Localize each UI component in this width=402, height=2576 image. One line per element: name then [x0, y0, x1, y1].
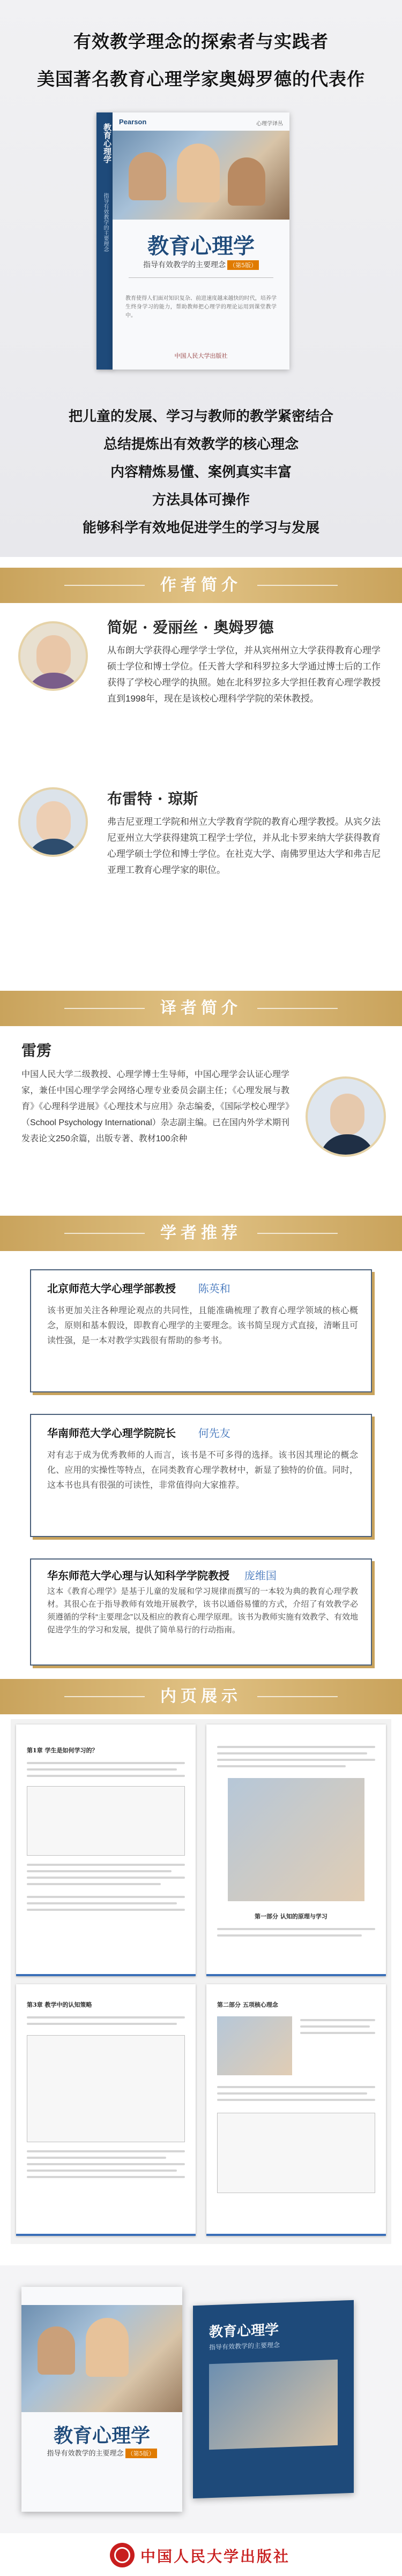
inner-pages-banner: [0, 1679, 402, 1714]
recommender-name: 何先友: [198, 1427, 230, 1440]
translator-photo: [306, 1076, 386, 1157]
recommendation-header: [47, 1280, 358, 1295]
publisher-logo-ring: [114, 2547, 130, 2563]
portrait-face: [36, 801, 71, 843]
page-accent-bar: [206, 2234, 386, 2236]
footer-publisher: 中国人民大学出版社: [140, 2548, 291, 2565]
hero-section: [0, 0, 402, 557]
text-line: [217, 1759, 375, 1761]
text-line: [27, 1768, 177, 1771]
translator-banner-title: 译者简介: [160, 999, 242, 1018]
authors-banner-title: 作者简介: [160, 576, 242, 594]
spine-subtitle: 指导有效教学的主要理念: [102, 193, 108, 252]
cover-photo-classroom: [113, 131, 289, 220]
text-line: [27, 1877, 185, 1879]
selling-point: 内容精炼易懂、案例真实丰富: [110, 464, 292, 480]
text-line: [217, 2099, 375, 2101]
portrait-face: [330, 1094, 364, 1135]
translator-name: 雷雳: [21, 1042, 52, 1059]
publisher-logo-icon: [110, 2543, 135, 2567]
author-name: 简妮 · 爱丽丝 · 奥姆罗德: [107, 619, 274, 636]
inner-page-photo: [217, 2016, 292, 2075]
text-line: [217, 2092, 367, 2095]
text-line: [217, 2086, 375, 2088]
selling-point: 把儿童的发展、学习与教师的教学紧密结合: [68, 409, 333, 425]
cover-edition-badge: （第5版）: [227, 260, 259, 270]
product-back-subtitle: 指导有效教学的主要理念: [209, 2341, 280, 2352]
book-spine: [96, 112, 114, 370]
inner-page-heading: 第3章 教学中的认知策略: [27, 2001, 92, 2008]
portrait-body: [26, 839, 81, 857]
text-line: [27, 2157, 166, 2159]
text-line: [27, 1762, 185, 1764]
inner-page-heading: 第二部分 五项核心理念: [217, 2001, 278, 2008]
inner-page-heading: 第一部分 认知的原理与学习: [255, 1913, 327, 1920]
footer: [0, 2533, 402, 2576]
recommend-banner: [0, 1216, 402, 1251]
text-line: [27, 2016, 185, 2018]
cover-subtitle-text: 指导有效教学的主要理念: [143, 261, 226, 269]
translator-bio: 中国人民大学二级教授、心理学博士生导师，中国心理学会认证心理学家，兼任中国心理学学会网络心理专业委员会副主任；《心理发展与教育》《心理科学进展》《心理技术与应用》杂志编委，《国际学校心理学》（School Psychology International）杂志副主编。已在国内外学术期刊发表论文250余篇，出版专著、教材100余种: [21, 1070, 289, 1143]
inner-pages-banner-title: 内页展示: [160, 1687, 242, 1706]
page-accent-bar: [16, 1974, 196, 1976]
text-line: [27, 2163, 185, 2165]
recommendation-text: 对有志于成为优秀教师的人而言，该书是不可多得的选择。该书因其理论的概念化、应用的实操性等特点，在同类教育心理学教材中，新显了独特的价值。同时，这本书也具有很强的可读性，非常值得向大家推荐。: [47, 1451, 358, 1490]
text-line: [27, 2023, 177, 2025]
inner-page-sample: [206, 1984, 386, 2236]
text-line: [217, 1928, 375, 1930]
cover-subtitle: [113, 259, 289, 270]
product-title: 教育心理学: [53, 2424, 150, 2447]
cover-divider: [129, 277, 273, 278]
inner-page-table: [217, 2113, 375, 2193]
recommendation-header: [47, 1425, 358, 1440]
text-line: [300, 2019, 375, 2021]
selling-point: 方法具体可操作: [152, 492, 250, 508]
publisher-brand-logo: Pearson: [119, 118, 147, 126]
recommendation-header: [47, 1567, 358, 1583]
product-showcase: [0, 2265, 402, 2533]
text-line: [300, 2025, 370, 2028]
recommendation-text: 这本《教育心理学》是基于儿童的发展和学习规律而撰写的一本较为典的教育心理学教材。其很心在于指导教师有效地开展教学，该书以通俗易懂的方式，介绍了有效教学必须遵循的学科“主要理念”以及相应的教育心理学原理。该书为教师实施有效教学、有效地促进学生的学习和发展，提供了简单易行的行动指南。: [47, 1587, 358, 1635]
inner-page-heading: 第1章 学生是如何学习的？: [27, 1747, 98, 1754]
recommendation-card: [30, 1269, 372, 1392]
recommender-affiliation: 华南师范大学心理学院院长: [47, 1427, 176, 1440]
page-accent-bar: [206, 1974, 386, 1976]
cover-blurb: 教育使得人们面对知识复杂、前进速度越来越快的时代，培养学生终身学习的能力，帮助教师把心理学的理论运用到课堂教学中。: [125, 296, 277, 319]
cover-header: [113, 112, 289, 131]
hero-headline-2: 美国著名教育心理学家奥姆罗德的代表作: [37, 69, 365, 89]
text-line: [27, 1775, 185, 1777]
author-photo-jones: [18, 787, 88, 857]
recommendation-card: [30, 1558, 372, 1666]
inner-page-illustration: [228, 1778, 364, 1901]
inner-page-table: [27, 1786, 185, 1856]
selling-points-list: [0, 403, 402, 542]
product-edition-badge: （第5版）: [125, 2449, 157, 2458]
text-line: [27, 2150, 185, 2152]
text-line: [300, 2032, 375, 2034]
recommendation-card: [30, 1414, 372, 1537]
cover-figure-student: [228, 157, 265, 206]
product-cover-photo: [21, 2305, 182, 2412]
cover-figure-teacher: [177, 144, 220, 202]
author-bio: 从布朗大学获得心理学学士学位，并从宾州州立大学获得教育心理学硕士学位和博士学位。任天普大学和科罗拉多大学通过博士后的工作获得了学校心理学的执照。她在北科罗拉多大学担任教育心理学教授直到1998年，现在是该校心理科学学院的荣休教授。: [107, 645, 381, 704]
author-bio: 弗吉尼亚理工学院和州立大学教育学院的教育心理学教授。从宾夕法尼亚州立大学获得建筑工程学士学位，并从北卡罗来纳大学获得教育心理学硕士学位和博士学位。在社克大学、南佛罗里达大学和弗吉尼亚理工教育心理学家的职位。: [107, 817, 381, 875]
recommendation-text: 该书更加关注各种理论观点的共同性，且能准确梳理了教育心理学领域的核心概念，原则和基本假设，即教育心理学的主要理念。该书简呈现方式直接，清晰且可读性强，是一本对教学实践很有帮助的参考书。: [47, 1306, 358, 1345]
authors-banner: [0, 568, 402, 603]
product-subtitle-text: 指导有效教学的主要理念: [47, 2450, 124, 2458]
hero-headline-1: 有效教学理念的探索者与实践者: [73, 31, 329, 52]
portrait-face: [36, 635, 71, 677]
text-line: [217, 1746, 375, 1748]
book-cover: [113, 112, 289, 370]
recommender-name: 陈英和: [198, 1282, 230, 1295]
recommender-affiliation: 北京师范大学心理学部教授: [47, 1282, 176, 1295]
inner-page-sample: [16, 1724, 196, 1976]
portrait-body: [26, 673, 81, 691]
product-back-title: 教育心理学: [209, 2322, 279, 2341]
selling-point: 总结提炼出有效教学的核心理念: [103, 436, 299, 453]
recommender-affiliation: 华东师范大学心理与认知科学学院教授: [47, 1569, 229, 1582]
author-name: 布雷特 · 琼斯: [107, 790, 198, 808]
inner-pages-gallery: [11, 1719, 391, 2244]
text-line: [217, 1752, 367, 1754]
page-accent-bar: [16, 2234, 196, 2236]
text-line: [27, 1896, 185, 1898]
text-line: [27, 1870, 172, 1872]
text-line: [27, 2176, 185, 2178]
text-line: [27, 2170, 177, 2172]
text-line: [217, 1765, 346, 1767]
product-back-photo: [209, 2360, 338, 2450]
product-book-back: [193, 2300, 354, 2498]
text-line: [27, 1883, 161, 1885]
author-photo-ormrod: [18, 621, 88, 691]
inner-page-figure: [27, 2035, 185, 2142]
inner-page-sample: [16, 1984, 196, 2236]
cover-series-label: 心理学译丛: [256, 121, 283, 127]
spine-title: 教育心理学: [102, 123, 112, 163]
text-line: [27, 1864, 185, 1866]
selling-point: 能够科学有效地促进学生的学习与发展: [82, 520, 319, 536]
cover-figure-student: [38, 2326, 75, 2375]
recommender-name: 庞维国: [244, 1569, 277, 1582]
cover-publisher: 中国人民大学出版社: [174, 352, 228, 359]
product-book-cover: [21, 2287, 182, 2512]
text-line: [217, 1934, 362, 1937]
recommend-banner-title: 学者推荐: [160, 1224, 242, 1242]
text-line: [27, 1902, 177, 1904]
cover-figure-student: [129, 152, 166, 200]
portrait-body: [319, 1134, 375, 1157]
cover-figure-teacher: [86, 2318, 129, 2377]
cover-title: 教育心理学: [147, 234, 255, 259]
inner-page-sample: [206, 1724, 386, 1976]
product-subtitle: [21, 2447, 182, 2458]
text-line: [27, 1909, 185, 1911]
translator-banner: [0, 991, 402, 1026]
